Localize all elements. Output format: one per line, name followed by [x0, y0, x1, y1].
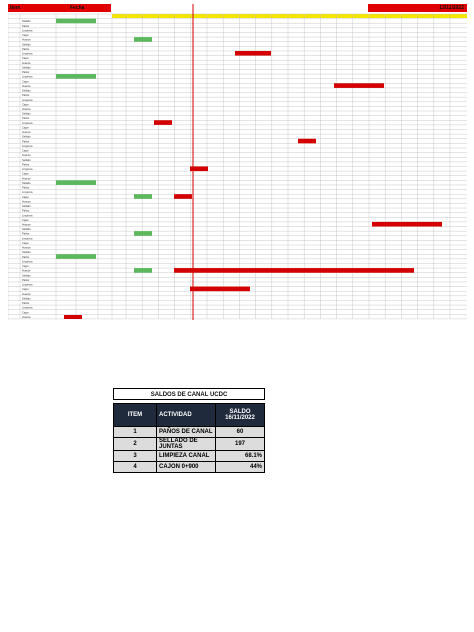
row-label-text: Sellado — [22, 66, 31, 70]
red-cell — [64, 315, 82, 319]
table-row — [114, 427, 265, 438]
row-item: 2 — [114, 438, 157, 451]
row-label-text: Sellado — [22, 135, 31, 139]
green-cell — [56, 74, 76, 79]
row-label-text: Avance — [22, 269, 31, 273]
row-label-text: Avance — [22, 61, 31, 65]
row-label-text: Avance — [22, 246, 31, 250]
row-actividad: SELLADO DE JUNTAS — [157, 438, 216, 451]
red-cell — [298, 139, 316, 144]
row-label-text: Cajon — [22, 57, 29, 61]
row-item: 1 — [114, 427, 157, 438]
green-cell — [134, 194, 152, 199]
row-label-text: Cajon — [22, 218, 29, 222]
col-actividad: ACTIVIDAD — [157, 404, 216, 427]
row-label-text: Limpieza — [22, 191, 33, 195]
row-label-text: Paños — [22, 47, 30, 51]
sheet-header-right: 13/11/2022 — [368, 4, 467, 12]
row-label-text: Limpieza — [22, 306, 33, 310]
row-label-text: Avance — [22, 108, 31, 111]
red-cell — [372, 222, 442, 227]
row-label-text: Paños — [22, 278, 30, 282]
row-label-text: Cajon — [22, 241, 29, 245]
date-header-strip — [112, 14, 467, 18]
green-cell — [56, 19, 76, 24]
row-label-text: Paños — [22, 24, 30, 28]
summary-title: SALDOS DE CANAL UCDC — [113, 388, 265, 400]
row-label-text: Cajon — [22, 34, 29, 38]
green-cell — [134, 231, 152, 236]
green-cell — [76, 180, 96, 185]
summary-table — [113, 403, 265, 473]
row-label-text: Paños — [22, 232, 30, 236]
red-cell — [334, 83, 384, 88]
row-label-text: Limpieza — [22, 168, 33, 172]
sheet-header-mid: Fecha — [70, 5, 85, 11]
row-label-text: Sellado — [22, 205, 31, 209]
green-cell — [56, 254, 76, 259]
row-label-text: Cajon — [22, 172, 29, 176]
table-row — [114, 438, 265, 451]
row-label-text: Paños — [22, 94, 30, 98]
row-item: 3 — [114, 451, 157, 462]
row-label-text: Avance — [22, 38, 31, 42]
col-saldo: SALDO 16/11/2022 — [216, 404, 265, 427]
row-label-text: Paños — [22, 186, 30, 190]
row-label-text: Avance — [22, 154, 31, 158]
row-label-text: Sellado — [22, 158, 31, 162]
row-label-text: Paños — [22, 71, 30, 75]
row-label-text: Limpieza — [22, 283, 33, 287]
grid-canvas — [8, 4, 467, 320]
row-label-text: Cajon — [22, 288, 29, 292]
row-actividad: PAÑOS DE CANAL — [157, 427, 216, 438]
row-label-text: Avance — [22, 200, 31, 204]
row-label-text: Limpieza — [22, 29, 33, 33]
row-label-text: Paños — [22, 255, 30, 259]
row-label-text: Limpieza — [22, 260, 33, 264]
table-row — [114, 462, 265, 473]
row-label-text: Limpieza — [22, 214, 33, 218]
row-saldo: 60 — [216, 427, 265, 438]
green-cell — [134, 268, 152, 273]
spreadsheet-grid — [8, 4, 467, 320]
row-saldo: 68.1% — [216, 451, 265, 462]
row-label-text: Avance — [22, 315, 31, 319]
row-label-text: Paños — [22, 117, 30, 121]
row-label-text: Cajon — [22, 195, 29, 199]
row-label-text: Avance — [22, 292, 31, 296]
row-label-text: Sellado — [22, 274, 31, 278]
row-item: 4 — [114, 462, 157, 473]
row-saldo: 44% — [216, 462, 265, 473]
row-label-text: Sellado — [22, 228, 31, 232]
row-label-text: Cajon — [22, 126, 29, 130]
col-item: ITEM — [114, 404, 157, 427]
row-label-text: Cajon — [22, 265, 29, 269]
red-cell — [190, 287, 250, 292]
green-cell — [56, 180, 76, 185]
row-label-text: Limpieza — [22, 121, 33, 125]
row-label-text: Sellado — [22, 181, 31, 185]
row-label-text: Avance — [22, 131, 31, 135]
row-label-text: Paños — [22, 209, 30, 213]
row-label-text: Sellado — [22, 297, 31, 301]
saldos-summary — [113, 388, 265, 473]
row-label-text: Sellado — [22, 43, 31, 47]
row-label-text: Sellado — [22, 89, 31, 93]
row-label-text: Limpieza — [22, 52, 33, 56]
row-saldo: 197 — [216, 438, 265, 451]
row-label-text: Cajon — [22, 103, 29, 107]
red-cell — [174, 194, 192, 199]
row-label-text: Paños — [22, 302, 30, 306]
row-label-text: Sellado — [22, 251, 31, 255]
red-cell — [174, 268, 414, 273]
row-label-text: Cajon — [22, 149, 29, 153]
row-label-text: Avance — [22, 177, 31, 181]
row-label-text: Limpieza — [22, 237, 33, 241]
row-label-text: Limpieza — [22, 144, 33, 148]
row-label-text: Limpieza — [22, 75, 33, 79]
row-actividad: LIMPIEZA CANAL — [157, 451, 216, 462]
sheet-header-left: Item — [8, 4, 111, 12]
row-label-text: Cajon — [22, 80, 29, 84]
row-label-text: Limpieza — [22, 98, 33, 102]
green-cell — [134, 37, 152, 42]
green-cell — [76, 19, 96, 24]
row-label-text: Avance — [22, 223, 31, 227]
row-label-text: Sellado — [22, 112, 31, 116]
green-cell — [76, 254, 96, 259]
row-label-text: Avance — [22, 84, 31, 88]
green-cell — [76, 74, 96, 79]
row-actividad: CAJON 0+900 — [157, 462, 216, 473]
row-label-text: Sellado — [22, 20, 31, 24]
row-label-text: Paños — [22, 140, 30, 144]
red-cell — [154, 120, 172, 125]
row-label-text: Paños — [22, 163, 30, 167]
red-cell — [235, 51, 271, 56]
row-label-text: Cajon — [22, 311, 29, 315]
table-row — [114, 451, 265, 462]
